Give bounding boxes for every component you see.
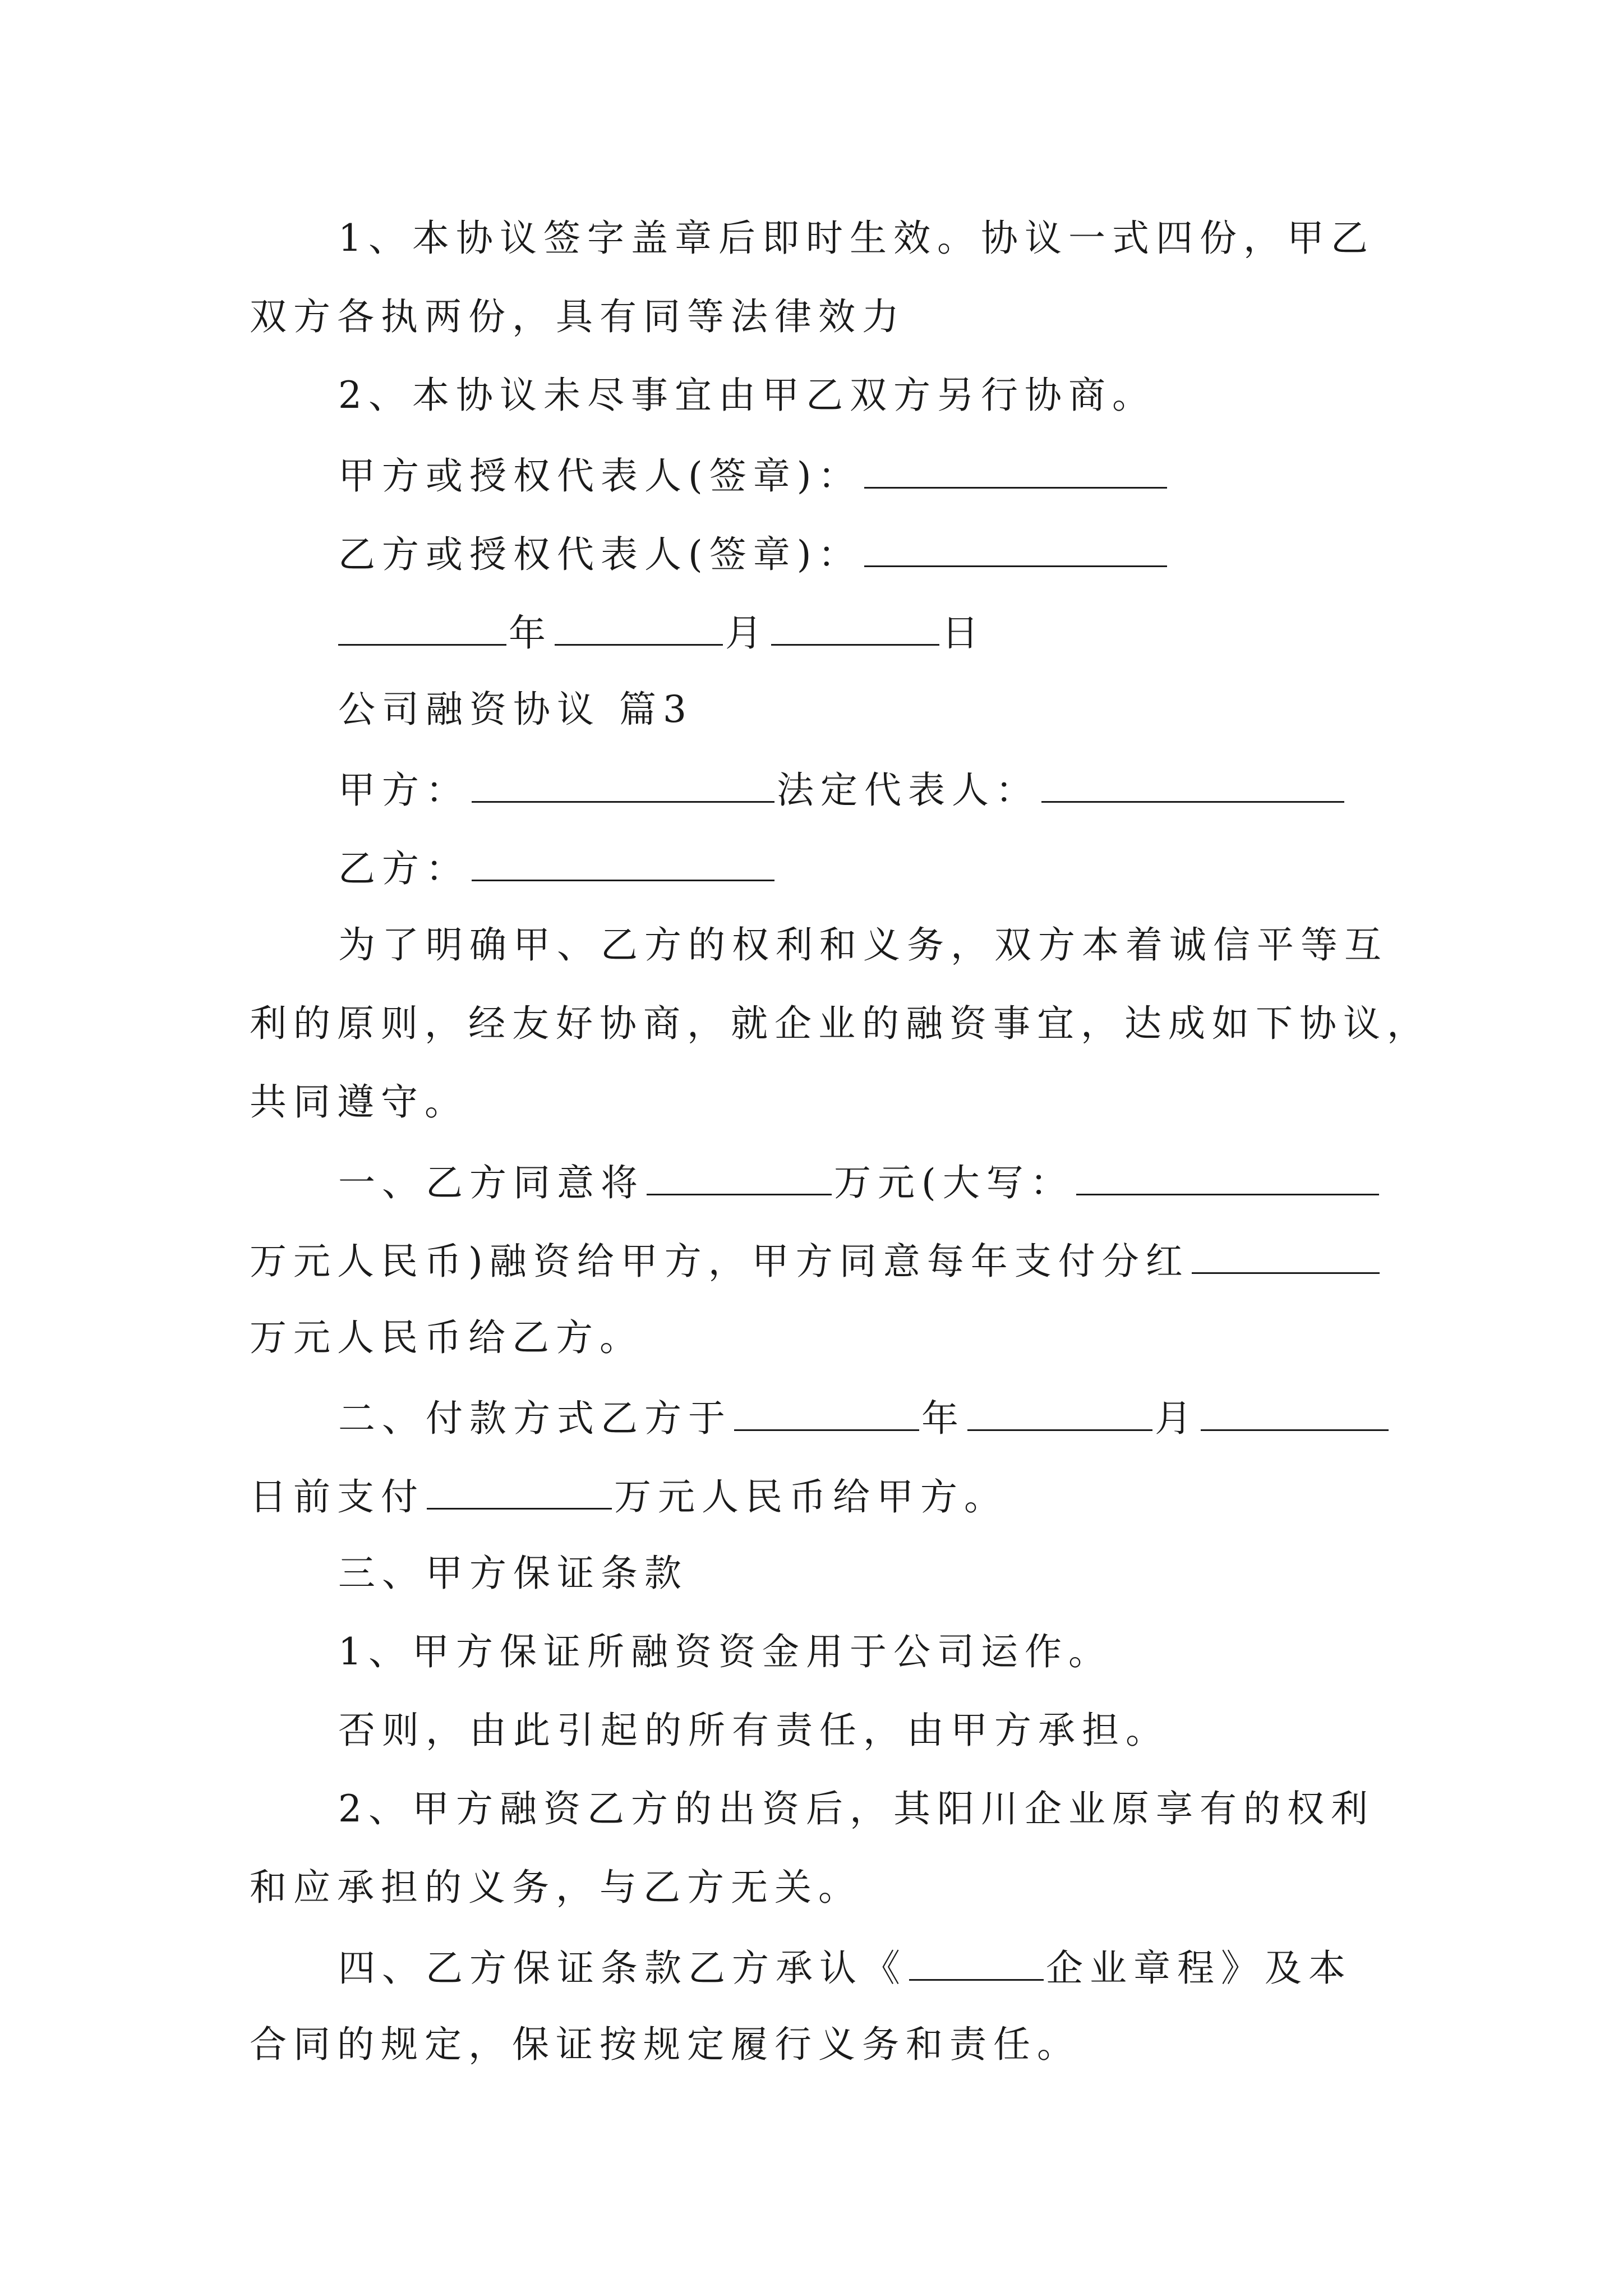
text: 二、付款方式乙方于 xyxy=(338,1397,732,1440)
party-a-blank xyxy=(472,770,774,803)
legal-rep-blank xyxy=(1041,770,1344,803)
intro-line-2 xyxy=(250,1002,1431,1045)
party-b-blank xyxy=(472,848,774,881)
text: 四、乙方保证条款乙方承认《 xyxy=(338,1947,907,1990)
intro-line-1 xyxy=(338,923,1388,967)
text: 合同的规定，保证按规定履行义务和责任。 xyxy=(250,2023,1081,2066)
party-a-line xyxy=(338,769,1347,812)
day-label: 日 xyxy=(942,611,985,655)
pay-amount-blank xyxy=(427,1476,612,1510)
clause-1-line-3 xyxy=(250,1316,643,1359)
year-blank xyxy=(338,613,506,646)
text: 企业章程》及本 xyxy=(1046,1947,1352,1990)
clause-3-item-1 xyxy=(338,1630,1112,1673)
legal-rep-label: 法定代表人： xyxy=(777,769,1039,812)
text: 月 xyxy=(1155,1397,1198,1440)
clause-1-line-1 xyxy=(338,1162,1381,1202)
pay-month-blank xyxy=(967,1398,1152,1431)
clause-2-line-2 xyxy=(250,1475,1008,1519)
signature-party-b xyxy=(338,533,1169,576)
clause-2-line-1 xyxy=(338,1397,1391,1440)
month-label: 月 xyxy=(725,611,769,655)
day-blank xyxy=(771,613,939,646)
clause-3-item-2-line-1 xyxy=(338,1787,1375,1830)
pay-day-blank xyxy=(1201,1398,1389,1431)
clause-3-item-1-note xyxy=(338,1709,1169,1752)
text: 公司融资协议 篇3 xyxy=(338,688,693,731)
clause-1-line-2 xyxy=(250,1240,1382,1283)
text: 1、本协议签字盖章后即时生效。协议一式四份，甲乙 xyxy=(338,217,1375,260)
signature-blank xyxy=(864,534,1167,567)
text: 共同遵守。 xyxy=(250,1080,468,1124)
text: 双方各执两份，具有同等法律效力 xyxy=(250,295,906,338)
enterprise-name-blank xyxy=(909,1948,1044,1981)
signature-label: 乙方或授权代表人(签章)： xyxy=(338,533,862,576)
signature-party-a xyxy=(338,454,1169,498)
text: 万元人民币给乙方。 xyxy=(250,1316,643,1359)
party-b-line xyxy=(338,847,777,890)
text: 万元(大写： xyxy=(834,1161,1074,1204)
intro-line-3 xyxy=(250,1080,468,1124)
signature-label: 甲方或授权代表人(签章)： xyxy=(338,454,862,498)
text: 万元人民币)融资给甲方，甲方同意每年支付分红 xyxy=(250,1240,1189,1283)
text: 和应承担的义务，与乙方无关。 xyxy=(250,1866,862,1909)
text: 一、乙方同意将 xyxy=(338,1161,644,1204)
text: 万元人民币给甲方。 xyxy=(614,1475,1008,1519)
section-title xyxy=(338,688,693,731)
paragraph-negotiation xyxy=(338,374,1156,417)
signature-blank xyxy=(864,455,1167,489)
text: 三、甲方保证条款 xyxy=(338,1552,688,1595)
clause-3-item-2-line-2 xyxy=(250,1866,862,1909)
clause-4-line-1 xyxy=(338,1947,1352,1990)
pay-year-blank xyxy=(734,1398,919,1431)
month-blank xyxy=(555,613,723,646)
text: 为了明确甲、乙方的权利和义务，双方本着诚信平等互 xyxy=(338,923,1388,967)
text: 1、甲方保证所融资资金用于公司运作。 xyxy=(338,1630,1112,1673)
paragraph-effect-line-2 xyxy=(250,295,906,338)
text: 2、甲方融资乙方的出资后，其阳川企业原享有的权利 xyxy=(338,1787,1375,1830)
text: 利的原则，经友好协商，就企业的融资事宜，达成如下协议， xyxy=(250,1002,1431,1045)
text: 年 xyxy=(921,1397,965,1440)
amount-words-blank xyxy=(1076,1162,1379,1195)
paragraph-effect-line-1 xyxy=(338,217,1375,260)
text: 否则，由此引起的所有责任，由甲方承担。 xyxy=(338,1709,1169,1752)
amount-blank xyxy=(647,1162,832,1195)
year-label: 年 xyxy=(509,611,552,655)
clause-3-title xyxy=(338,1552,688,1595)
date-line xyxy=(338,611,985,655)
party-b-label: 乙方： xyxy=(338,847,469,890)
clause-4-line-2 xyxy=(250,2023,1081,2066)
party-a-label: 甲方： xyxy=(338,769,469,812)
text: 日前支付 xyxy=(250,1475,425,1519)
dividend-blank xyxy=(1192,1241,1380,1274)
text: 2、本协议未尽事宜由甲乙双方另行协商。 xyxy=(338,374,1156,417)
